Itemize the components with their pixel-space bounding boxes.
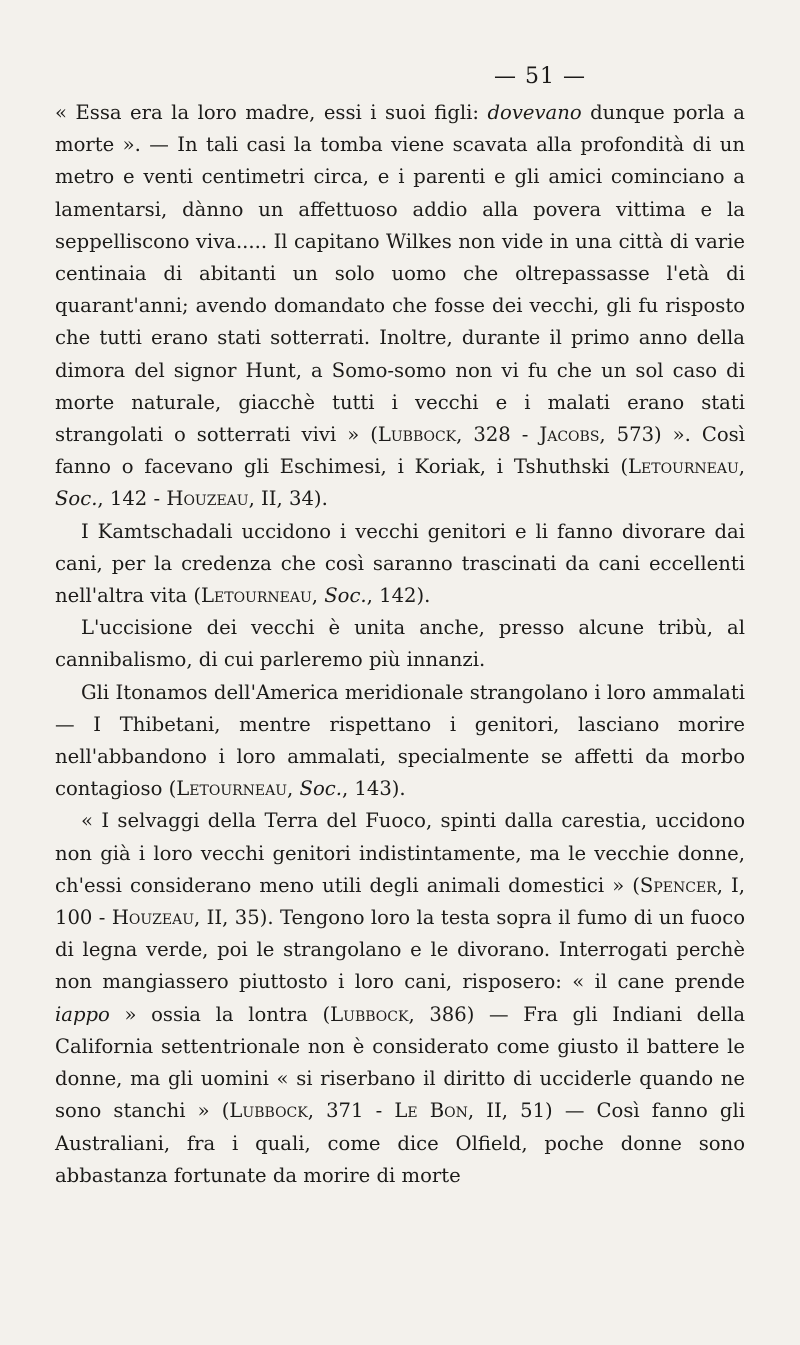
author-name: Letourneau xyxy=(176,777,288,801)
author-name: Lubbock xyxy=(377,423,457,447)
page-number: — 51 — xyxy=(494,64,586,89)
text-run: , II, 34). xyxy=(248,487,328,511)
author-name: Lubbock xyxy=(330,1002,409,1026)
author-name: Lubbock xyxy=(229,1099,308,1123)
text-run: , 371 - xyxy=(307,1099,395,1123)
paragraph xyxy=(55,612,745,676)
text-run: , xyxy=(738,455,745,479)
author-name: Houzeau xyxy=(166,487,249,511)
paragraph xyxy=(55,677,745,806)
text-run: , 143). xyxy=(341,777,406,801)
text-run: , 142 - xyxy=(97,487,167,511)
text-run: , 142). xyxy=(366,584,431,608)
italic-text: dovevano xyxy=(487,101,582,124)
text-run: L'uccisione dei vecchi è unita anche, presso alcune tribù, al cannibalismo, di cui parleremo più innanzi. xyxy=(55,616,745,672)
text-run: , 328 - xyxy=(456,423,540,447)
text-run: « I selvaggi della Terra del Fuoco, spinti dalla carestia, uccidono non già i loro vecchi genitori indistintamente, ma le vecchie donne, ch'essi considerano meno utili degli animali domestici » ( xyxy=(55,809,745,897)
text-run: , 386) — Fra gli Indiani della California settentrionale non è considerato come giusto il battere le donne, ma gli uomini « si riserbano il diritto di ucciderle quando ne sono stanchi » ( xyxy=(55,1002,746,1123)
text-run: Gli Itonamos dell'America meridionale strangolano i loro ammalati — I Thibetani, mentre rispettano i genitori, lasciano morire nell'abbandono i loro ammalati, specialmente se affetti da morbo contagioso ( xyxy=(55,680,745,801)
body-text xyxy=(55,97,745,1192)
italic-text: Soc. xyxy=(55,487,98,511)
text-run: I Kamtschadali uccidono i vecchi genitori e li fanno divorare dai cani, per la credenza che così saranno trascinati da cani eccellenti nell'altra vita ( xyxy=(55,519,745,608)
paragraph xyxy=(55,516,745,613)
text-run: , xyxy=(287,777,300,801)
paragraph xyxy=(55,97,745,516)
author-name: Houzeau xyxy=(111,906,195,930)
text-run: » ossia la lontra ( xyxy=(109,1002,331,1026)
italic-text: iappo xyxy=(55,1002,110,1026)
italic-text: Soc. xyxy=(324,584,367,608)
text-run: « Essa era la loro madre, essi i suoi figli: xyxy=(55,101,488,124)
author-name: Letourneau xyxy=(201,584,312,608)
author-name: Spencer xyxy=(639,873,717,897)
text-run: dunque porla a morte ». — In tali casi la tomba viene scavata alla profondità di un metro e venti centimetri circa, e i parenti e gli amici cominciano a lamentarsi, dànno un affettuoso addio alla povera vittima e la seppelliscono viva..... Il capitano Wilkes non vide in una città di varie centinaia di abitanti un solo uomo che oltrepassasse l'età di quarant'anni; avendo domandato che fosse dei vecchi, gli fu risposto che tutti erano stati sotterrati. Inoltre, durante il primo anno della dimora del signor Hunt, a Somo-somo non vi fu che un sol caso di morte naturale, giacchè tutti i vecchi e i malati erano stati strangolati o sotterrati vivi » ( xyxy=(55,101,745,447)
text-run: , I, 100 - xyxy=(55,873,745,930)
text-run: , II, 35). Tengono loro la testa sopra il fumo di un fuoco di legna verde, poi le strangolano e le divorano. Interrogati perchè non mangiassero piuttosto i loro cani, risposero: « il cane prende xyxy=(55,906,745,994)
author-name: Letourneau xyxy=(628,455,739,479)
author-name: Jacobs xyxy=(539,423,600,447)
text-run: , II, 51) — Così fanno gli Australiani, fra i quali, come dice Olfield, poche donne sono abbastanza fortunate da morire di morte xyxy=(55,1099,745,1187)
paragraph xyxy=(55,805,745,1191)
text-run: , 573) ». Così fanno o facevano gli Eschimesi, i Koriak, i Tshuthski ( xyxy=(55,423,745,479)
text-run: , xyxy=(311,584,325,608)
author-name: Le Bon xyxy=(394,1099,468,1123)
italic-text: Soc. xyxy=(299,777,342,801)
